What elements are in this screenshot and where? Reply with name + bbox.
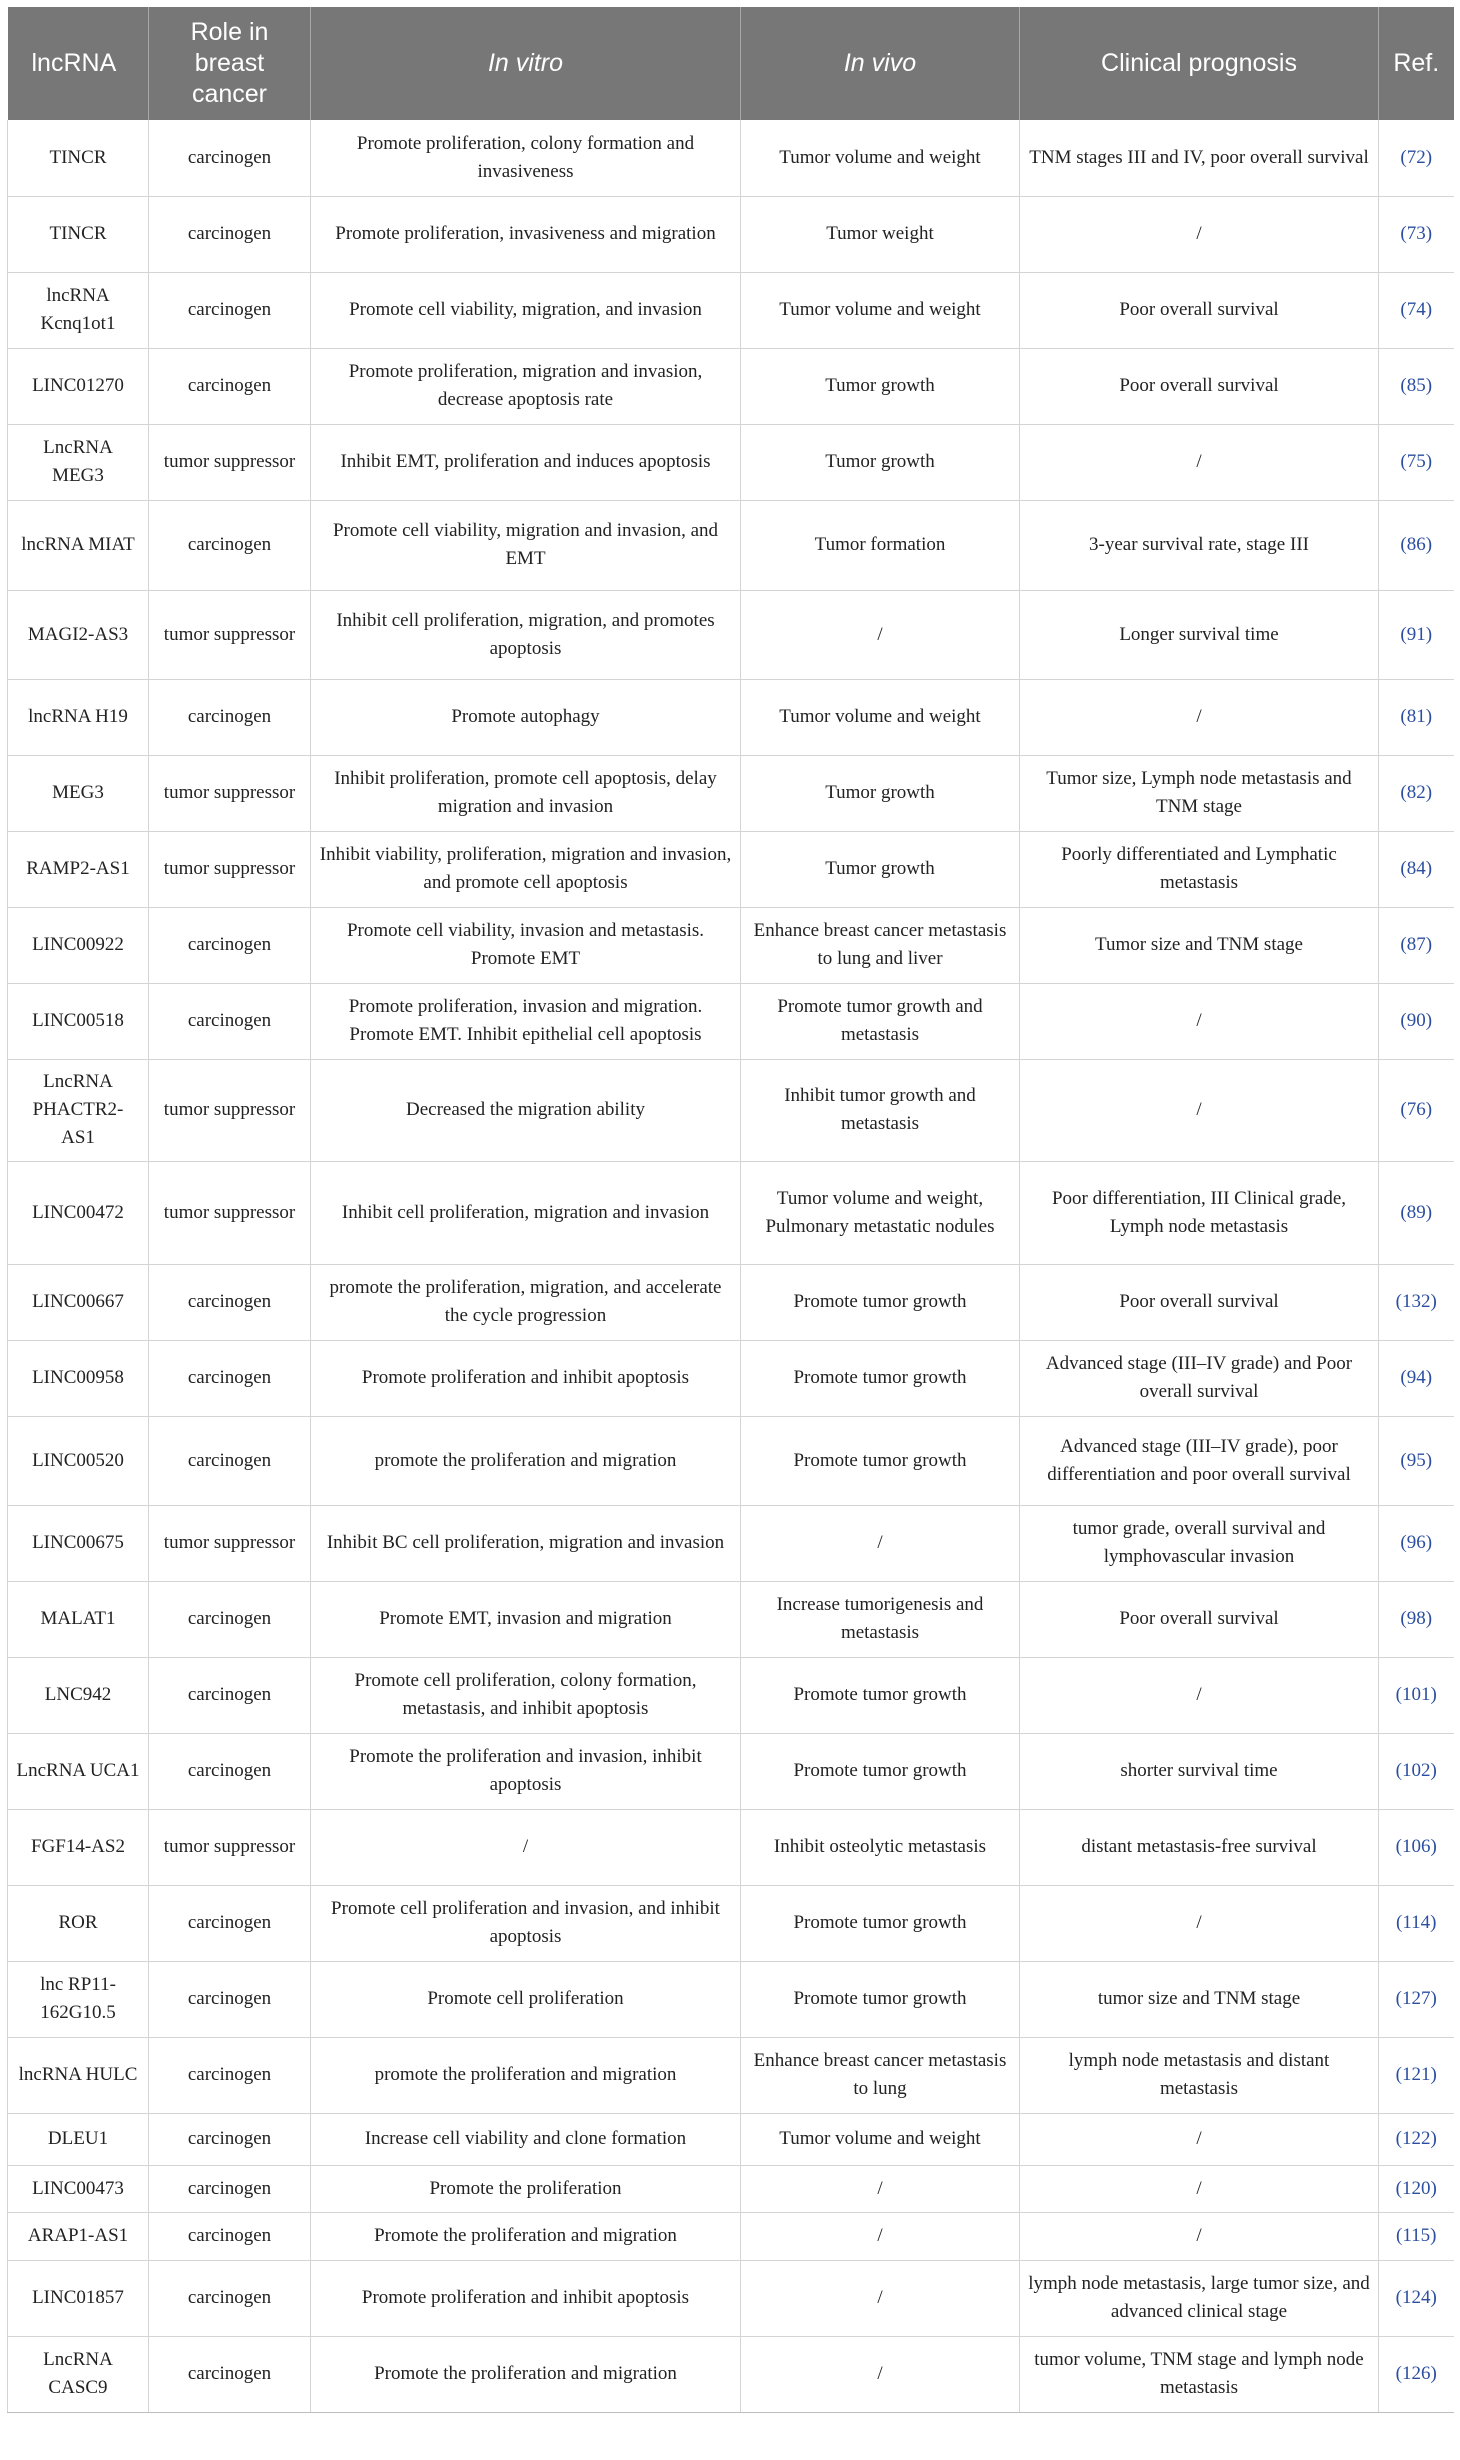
cell-lncrna: ARAP1-AS1 — [8, 2212, 149, 2260]
cell-in-vivo: Increase tumorigenesis and metastasis — [741, 1581, 1020, 1657]
table-row — [8, 2336, 1454, 2412]
cell-in-vitro: Inhibit viability, proliferation, migration and invasion, and promote cell apoptosis — [311, 831, 741, 907]
cell-in-vivo: Promote tumor growth — [741, 1885, 1020, 1961]
cell-role: tumor suppressor — [149, 590, 311, 679]
cell-ref[interactable]: (124) — [1379, 2260, 1454, 2336]
cell-in-vivo: Inhibit osteolytic metastasis — [741, 1809, 1020, 1885]
cell-ref[interactable]: (86) — [1379, 500, 1454, 590]
cell-in-vitro: / — [311, 1809, 741, 1885]
cell-lncrna: lncRNA HULC — [8, 2037, 149, 2113]
cell-in-vitro: Promote proliferation, invasion and migration. Promote EMT. Inhibit epithelial cell apoptosis — [311, 983, 741, 1059]
cell-in-vitro: Promote the proliferation and migration — [311, 2212, 741, 2260]
cell-clinical-prognosis: / — [1020, 1657, 1379, 1733]
cell-clinical-prognosis: / — [1020, 1885, 1379, 1961]
cell-clinical-prognosis: Poor overall survival — [1020, 1581, 1379, 1657]
table-row — [8, 1416, 1454, 1505]
cell-ref[interactable]: (102) — [1379, 1733, 1454, 1809]
cell-in-vivo: Tumor formation — [741, 500, 1020, 590]
cell-lncrna: lncRNA H19 — [8, 679, 149, 755]
cell-role: tumor suppressor — [149, 831, 311, 907]
cell-clinical-prognosis: tumor size and TNM stage — [1020, 1961, 1379, 2037]
cell-lncrna: DLEU1 — [8, 2113, 149, 2165]
cell-role: carcinogen — [149, 272, 311, 348]
cell-role: tumor suppressor — [149, 1809, 311, 1885]
cell-ref[interactable]: (114) — [1379, 1885, 1454, 1961]
cell-ref[interactable]: (95) — [1379, 1416, 1454, 1505]
cell-in-vitro: Promote cell proliferation, colony formation, metastasis, and inhibit apoptosis — [311, 1657, 741, 1733]
cell-role: carcinogen — [149, 983, 311, 1059]
cell-role: tumor suppressor — [149, 755, 311, 831]
cell-role: carcinogen — [149, 2037, 311, 2113]
cell-ref[interactable]: (132) — [1379, 1264, 1454, 1340]
cell-lncrna: lnc RP11-162G10.5 — [8, 1961, 149, 2037]
cell-in-vitro: Decreased the migration ability — [311, 1059, 741, 1161]
cell-role: carcinogen — [149, 196, 311, 272]
cell-ref[interactable]: (73) — [1379, 196, 1454, 272]
cell-in-vitro: Promote proliferation and inhibit apoptosis — [311, 1340, 741, 1416]
table-row — [8, 2212, 1454, 2260]
cell-in-vitro: Inhibit cell proliferation, migration, and promotes apoptosis — [311, 590, 741, 679]
cell-lncrna: LINC00958 — [8, 1340, 149, 1416]
cell-in-vitro: Promote proliferation, colony formation and invasiveness — [311, 120, 741, 196]
cell-in-vitro: Promote proliferation, invasiveness and migration — [311, 196, 741, 272]
cell-in-vivo: Promote tumor growth — [741, 1264, 1020, 1340]
cell-in-vitro: Inhibit proliferation, promote cell apoptosis, delay migration and invasion — [311, 755, 741, 831]
cell-clinical-prognosis: / — [1020, 2212, 1379, 2260]
cell-lncrna: LINC01270 — [8, 348, 149, 424]
cell-in-vitro: Promote the proliferation and invasion, inhibit apoptosis — [311, 1733, 741, 1809]
cell-in-vitro: Inhibit EMT, proliferation and induces apoptosis — [311, 424, 741, 500]
cell-role: carcinogen — [149, 1885, 311, 1961]
cell-in-vivo: Inhibit tumor growth and metastasis — [741, 1059, 1020, 1161]
cell-in-vitro: promote the proliferation and migration — [311, 1416, 741, 1505]
cell-in-vitro: Promote EMT, invasion and migration — [311, 1581, 741, 1657]
cell-in-vitro: promote the proliferation and migration — [311, 2037, 741, 2113]
cell-in-vivo: Tumor growth — [741, 424, 1020, 500]
cell-in-vitro: Promote cell proliferation — [311, 1961, 741, 2037]
table-row — [8, 1809, 1454, 1885]
cell-clinical-prognosis: Poor overall survival — [1020, 1264, 1379, 1340]
cell-in-vivo: / — [741, 2260, 1020, 2336]
cell-in-vivo: Promote tumor growth — [741, 1340, 1020, 1416]
table-row — [8, 907, 1454, 983]
table-row — [8, 2113, 1454, 2165]
cell-ref[interactable]: (81) — [1379, 679, 1454, 755]
cell-ref[interactable]: (122) — [1379, 2113, 1454, 2165]
cell-in-vitro: Promote cell proliferation and invasion, and inhibit apoptosis — [311, 1885, 741, 1961]
cell-in-vitro: Inhibit BC cell proliferation, migration and invasion — [311, 1505, 741, 1581]
table-row — [8, 1657, 1454, 1733]
cell-ref[interactable]: (94) — [1379, 1340, 1454, 1416]
cell-ref[interactable]: (106) — [1379, 1809, 1454, 1885]
table-row — [8, 2260, 1454, 2336]
cell-clinical-prognosis: Poor differentiation, III Clinical grade, Lymph node metastasis — [1020, 1161, 1379, 1264]
cell-clinical-prognosis: / — [1020, 1059, 1379, 1161]
cell-clinical-prognosis: Poor overall survival — [1020, 272, 1379, 348]
cell-in-vivo: Tumor volume and weight, Pulmonary metastatic nodules — [741, 1161, 1020, 1264]
cell-ref[interactable]: (72) — [1379, 120, 1454, 196]
table-row — [8, 1885, 1454, 1961]
table-row — [8, 272, 1454, 348]
cell-lncrna: lncRNA Kcnq1ot1 — [8, 272, 149, 348]
cell-clinical-prognosis: Advanced stage (III–IV grade), poor differentiation and poor overall survival — [1020, 1416, 1379, 1505]
table-row — [8, 348, 1454, 424]
cell-role: carcinogen — [149, 1340, 311, 1416]
cell-in-vivo: Tumor volume and weight — [741, 272, 1020, 348]
cell-in-vivo: / — [741, 2165, 1020, 2212]
cell-lncrna: LncRNA CASC9 — [8, 2336, 149, 2412]
cell-role: carcinogen — [149, 2165, 311, 2212]
cell-clinical-prognosis: / — [1020, 679, 1379, 755]
cell-in-vitro: Promote proliferation, migration and invasion, decrease apoptosis rate — [311, 348, 741, 424]
cell-in-vivo: Tumor volume and weight — [741, 2113, 1020, 2165]
cell-role: carcinogen — [149, 1733, 311, 1809]
cell-clinical-prognosis: lymph node metastasis and distant metastasis — [1020, 2037, 1379, 2113]
cell-role: tumor suppressor — [149, 1505, 311, 1581]
table-row — [8, 1961, 1454, 2037]
cell-role: carcinogen — [149, 1416, 311, 1505]
cell-in-vitro: Promote cell viability, migration and invasion, and EMT — [311, 500, 741, 590]
cell-in-vivo: Promote tumor growth — [741, 1733, 1020, 1809]
cell-ref[interactable]: (90) — [1379, 983, 1454, 1059]
table-row — [8, 500, 1454, 590]
cell-role: tumor suppressor — [149, 424, 311, 500]
cell-in-vitro: Promote proliferation and inhibit apoptosis — [311, 2260, 741, 2336]
cell-ref[interactable]: (76) — [1379, 1059, 1454, 1161]
cell-in-vitro: Inhibit cell proliferation, migration and invasion — [311, 1161, 741, 1264]
table-row — [8, 1161, 1454, 1264]
cell-role: carcinogen — [149, 679, 311, 755]
cell-lncrna: LncRNA PHACTR2-AS1 — [8, 1059, 149, 1161]
table-row — [8, 831, 1454, 907]
table-row — [8, 1059, 1454, 1161]
cell-ref[interactable]: (89) — [1379, 1161, 1454, 1264]
cell-ref[interactable]: (87) — [1379, 907, 1454, 983]
table-row — [8, 2165, 1454, 2212]
table-row — [8, 196, 1454, 272]
cell-in-vivo: Promote tumor growth — [741, 1961, 1020, 2037]
cell-role: tumor suppressor — [149, 1059, 311, 1161]
cell-lncrna: LINC00473 — [8, 2165, 149, 2212]
cell-clinical-prognosis: shorter survival time — [1020, 1733, 1379, 1809]
cell-role: carcinogen — [149, 2113, 311, 2165]
cell-ref[interactable]: (121) — [1379, 2037, 1454, 2113]
cell-clinical-prognosis: / — [1020, 424, 1379, 500]
cell-lncrna: TINCR — [8, 196, 149, 272]
cell-in-vitro: promote the proliferation, migration, and accelerate the cycle progression — [311, 1264, 741, 1340]
cell-in-vitro: Increase cell viability and clone formation — [311, 2113, 741, 2165]
cell-in-vitro: Promote cell viability, invasion and metastasis. Promote EMT — [311, 907, 741, 983]
cell-role: tumor suppressor — [149, 1161, 311, 1264]
cell-ref[interactable]: (96) — [1379, 1505, 1454, 1581]
table-row — [8, 590, 1454, 679]
cell-clinical-prognosis: / — [1020, 196, 1379, 272]
cell-lncrna: LINC00667 — [8, 1264, 149, 1340]
table-body — [8, 120, 1454, 2412]
cell-role: carcinogen — [149, 500, 311, 590]
cell-lncrna: lncRNA MIAT — [8, 500, 149, 590]
table-row — [8, 1505, 1454, 1581]
table-row — [8, 983, 1454, 1059]
cell-role: carcinogen — [149, 1961, 311, 2037]
cell-clinical-prognosis: tumor grade, overall survival and lymphovascular invasion — [1020, 1505, 1379, 1581]
cell-in-vivo: Tumor growth — [741, 831, 1020, 907]
header-row — [8, 7, 1454, 120]
cell-ref[interactable]: (82) — [1379, 755, 1454, 831]
cell-clinical-prognosis: tumor volume, TNM stage and lymph node metastasis — [1020, 2336, 1379, 2412]
header-in-vivo: In vivo — [741, 7, 1020, 120]
cell-lncrna: LINC00675 — [8, 1505, 149, 1581]
cell-ref[interactable]: (84) — [1379, 831, 1454, 907]
cell-clinical-prognosis: / — [1020, 2113, 1379, 2165]
cell-lncrna: LINC00518 — [8, 983, 149, 1059]
cell-in-vivo: Tumor growth — [741, 348, 1020, 424]
cell-in-vitro: Promote the proliferation and migration — [311, 2336, 741, 2412]
cell-ref[interactable]: (91) — [1379, 590, 1454, 679]
table-row — [8, 424, 1454, 500]
cell-lncrna: RAMP2-AS1 — [8, 831, 149, 907]
cell-in-vivo: Tumor volume and weight — [741, 679, 1020, 755]
cell-in-vivo: Promote tumor growth and metastasis — [741, 983, 1020, 1059]
cell-in-vivo: Tumor weight — [741, 196, 1020, 272]
cell-lncrna: TINCR — [8, 120, 149, 196]
cell-in-vitro: Promote the proliferation — [311, 2165, 741, 2212]
cell-in-vitro: Promote cell viability, migration, and invasion — [311, 272, 741, 348]
cell-clinical-prognosis: Tumor size and TNM stage — [1020, 907, 1379, 983]
cell-in-vivo: Tumor growth — [741, 755, 1020, 831]
cell-in-vivo: / — [741, 2212, 1020, 2260]
cell-in-vitro: Promote autophagy — [311, 679, 741, 755]
cell-clinical-prognosis: TNM stages III and IV, poor overall survival — [1020, 120, 1379, 196]
cell-clinical-prognosis: distant metastasis-free survival — [1020, 1809, 1379, 1885]
cell-lncrna: MAGI2-AS3 — [8, 590, 149, 679]
cell-lncrna: MALAT1 — [8, 1581, 149, 1657]
cell-clinical-prognosis: / — [1020, 983, 1379, 1059]
table-row — [8, 1264, 1454, 1340]
cell-role: carcinogen — [149, 1264, 311, 1340]
table-row — [8, 679, 1454, 755]
cell-role: carcinogen — [149, 348, 311, 424]
cell-role: carcinogen — [149, 2336, 311, 2412]
cell-role: carcinogen — [149, 2260, 311, 2336]
cell-lncrna: LINC00472 — [8, 1161, 149, 1264]
cell-clinical-prognosis: Longer survival time — [1020, 590, 1379, 679]
table-row — [8, 755, 1454, 831]
cell-role: carcinogen — [149, 907, 311, 983]
table-header — [8, 7, 1454, 120]
cell-lncrna: LncRNA UCA1 — [8, 1733, 149, 1809]
header-clinical-prognosis: Clinical prognosis — [1020, 7, 1379, 120]
cell-ref[interactable]: (127) — [1379, 1961, 1454, 2037]
table-row — [8, 1581, 1454, 1657]
cell-role: carcinogen — [149, 1581, 311, 1657]
cell-in-vivo: Promote tumor growth — [741, 1416, 1020, 1505]
cell-clinical-prognosis: / — [1020, 2165, 1379, 2212]
header-lncrna: lncRNA — [8, 7, 149, 120]
cell-in-vivo: / — [741, 590, 1020, 679]
cell-in-vivo: Promote tumor growth — [741, 1657, 1020, 1733]
cell-lncrna: LNC942 — [8, 1657, 149, 1733]
cell-ref[interactable]: (120) — [1379, 2165, 1454, 2212]
cell-lncrna: LINC00520 — [8, 1416, 149, 1505]
cell-ref[interactable]: (75) — [1379, 424, 1454, 500]
cell-lncrna: LINC00922 — [8, 907, 149, 983]
cell-lncrna: MEG3 — [8, 755, 149, 831]
cell-role: carcinogen — [149, 1657, 311, 1733]
header-ref: Ref. — [1379, 7, 1454, 120]
lncrna-table — [7, 7, 1454, 2413]
cell-ref[interactable]: (126) — [1379, 2336, 1454, 2412]
cell-in-vivo: / — [741, 1505, 1020, 1581]
table-row — [8, 1733, 1454, 1809]
cell-lncrna: LncRNA MEG3 — [8, 424, 149, 500]
cell-ref[interactable]: (101) — [1379, 1657, 1454, 1733]
cell-clinical-prognosis: Advanced stage (III–IV grade) and Poor overall survival — [1020, 1340, 1379, 1416]
cell-lncrna: FGF14-AS2 — [8, 1809, 149, 1885]
header-in-vitro: In vitro — [311, 7, 741, 120]
cell-ref[interactable]: (85) — [1379, 348, 1454, 424]
cell-role: carcinogen — [149, 2212, 311, 2260]
cell-clinical-prognosis: 3-year survival rate, stage III — [1020, 500, 1379, 590]
header-role: Role in breast cancer — [149, 7, 311, 120]
cell-ref[interactable]: (115) — [1379, 2212, 1454, 2260]
cell-in-vivo: / — [741, 2336, 1020, 2412]
cell-in-vivo: Enhance breast cancer metastasis to lung and liver — [741, 907, 1020, 983]
cell-clinical-prognosis: lymph node metastasis, large tumor size, and advanced clinical stage — [1020, 2260, 1379, 2336]
cell-lncrna: ROR — [8, 1885, 149, 1961]
table-row — [8, 1340, 1454, 1416]
cell-clinical-prognosis: Poor overall survival — [1020, 348, 1379, 424]
cell-ref[interactable]: (74) — [1379, 272, 1454, 348]
cell-lncrna: LINC01857 — [8, 2260, 149, 2336]
cell-in-vivo: Enhance breast cancer metastasis to lung — [741, 2037, 1020, 2113]
cell-clinical-prognosis: Tumor size, Lymph node metastasis and TNM stage — [1020, 755, 1379, 831]
table-row — [8, 120, 1454, 196]
table-row — [8, 2037, 1454, 2113]
cell-role: carcinogen — [149, 120, 311, 196]
cell-clinical-prognosis: Poorly differentiated and Lymphatic metastasis — [1020, 831, 1379, 907]
cell-ref[interactable]: (98) — [1379, 1581, 1454, 1657]
cell-in-vivo: Tumor volume and weight — [741, 120, 1020, 196]
